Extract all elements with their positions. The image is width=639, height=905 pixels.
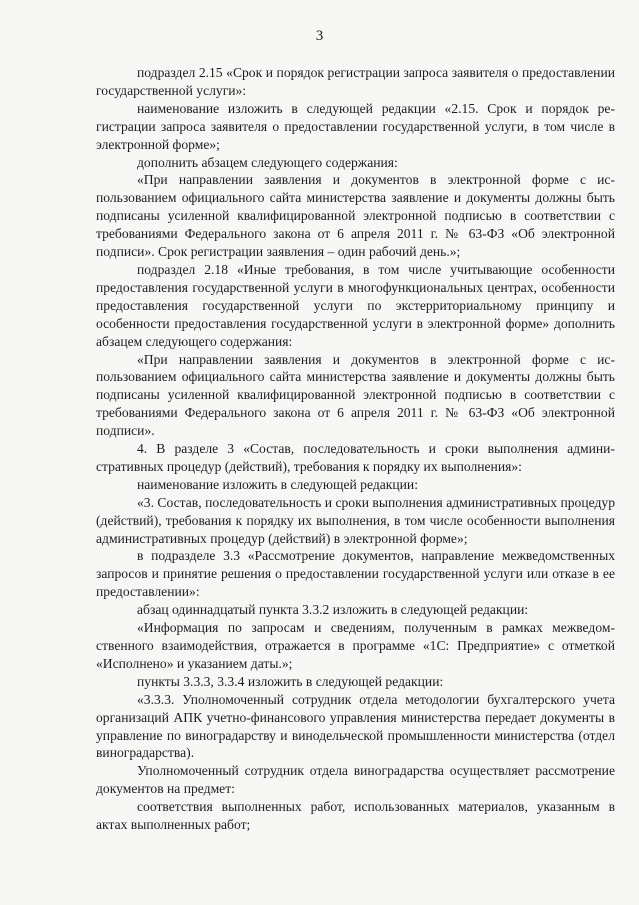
paragraph-4: «При направлении заявления и документов в электронной форме с использованием официального сайта министерства заявление и документы должны быть подписаны усиленной квалифицированной электронной подписью в соответствии с требованиями Федерального закона от 6 апреля 2011 г. № 63-ФЗ «Об электронной подписи». Срок регистрации заявления – один рабочий день.»; — [96, 172, 615, 260]
paragraph-14: «3.3.3. Уполномоченный сотрудник отдела методологии бухгалтерского учета организаций АПК учетно-финансового управления министерства передает документы в управление по виноградарству и винодельческой промышленности министерства (отдел виноградарства). — [96, 691, 615, 761]
paragraph-15: Уполномоченный сотрудник отдела виноградарства осуществляет рассмотрение документов на предмет: — [96, 763, 615, 797]
paragraph-12: «Информация по запросам и сведениям, полученным в рамках межведомственного взаимодействия, отражается в программе «1С: Предприятие» с отметкой «Исполнено» и указанием даты.»; — [96, 620, 615, 671]
page-number: 3 — [315, 28, 324, 44]
paragraph-6: «При направлении заявления и документов в электронной форме с использованием официального сайта министерства заявление и документы должны быть подписаны усиленной квалифицированной электронной подписью в соответствии с требованиями Федерального закона от 6 апреля 2011 г. № 63-ФЗ «Об электронной подписи». — [96, 351, 615, 439]
paragraph-13: пункты 3.3.3, 3.3.4 изложить в следующей редакции: — [137, 673, 444, 689]
paragraph-1: подраздел 2.15 «Срок и порядок регистрации запроса заявителя о предоставлении государственной услуги»: — [96, 65, 615, 98]
paragraph-9: «3. Состав, последовательность и сроки выполнения административных процедур (действий), требования к порядку их выполнения, в том числе особенности выполнения административных процедур (действий) в электронной форме»; — [96, 494, 615, 546]
paragraph-7: 4. В разделе 3 «Состав, последовательность и сроки выполнения административных процедур (действий), требования к порядку их выполнения»: — [96, 441, 615, 474]
document-body — [96, 64, 615, 834]
paragraph-3: дополнить абзацем следующего содержания: — [137, 154, 398, 170]
paragraph-5: подраздел 2.18 «Иные требования, в том числе учитывающие особенности предоставления государственной услуги в многофункциональных центрах, особенности предоставления государственной услуги по экстерриториальному принципу и особенности предоставления государственной услуги в электронной форме» дополнить абзацем следующего содержания: — [96, 261, 615, 349]
paragraph-2: наименование изложить в следующей редакции «2.15. Срок и порядок регистрации запроса заявителя о предоставлении государственной услуги, в том числе в электронной форме»; — [96, 100, 615, 152]
paragraph-8: наименование изложить в следующей редакции: — [137, 476, 418, 492]
paragraph-11: абзац одиннадцатый пункта 3.3.2 изложить в следующей редакции: — [137, 602, 529, 618]
paragraph-16: соответствия выполненных работ, использованных материалов, указанным в актах выполненных работ; — [96, 799, 615, 833]
paragraph-10: в подразделе 3.3 «Рассмотрение документов, направление межведомственных запросов и принятие решения о предоставлении государственной услуги или отказе в ее предоставлении»: — [96, 548, 615, 600]
